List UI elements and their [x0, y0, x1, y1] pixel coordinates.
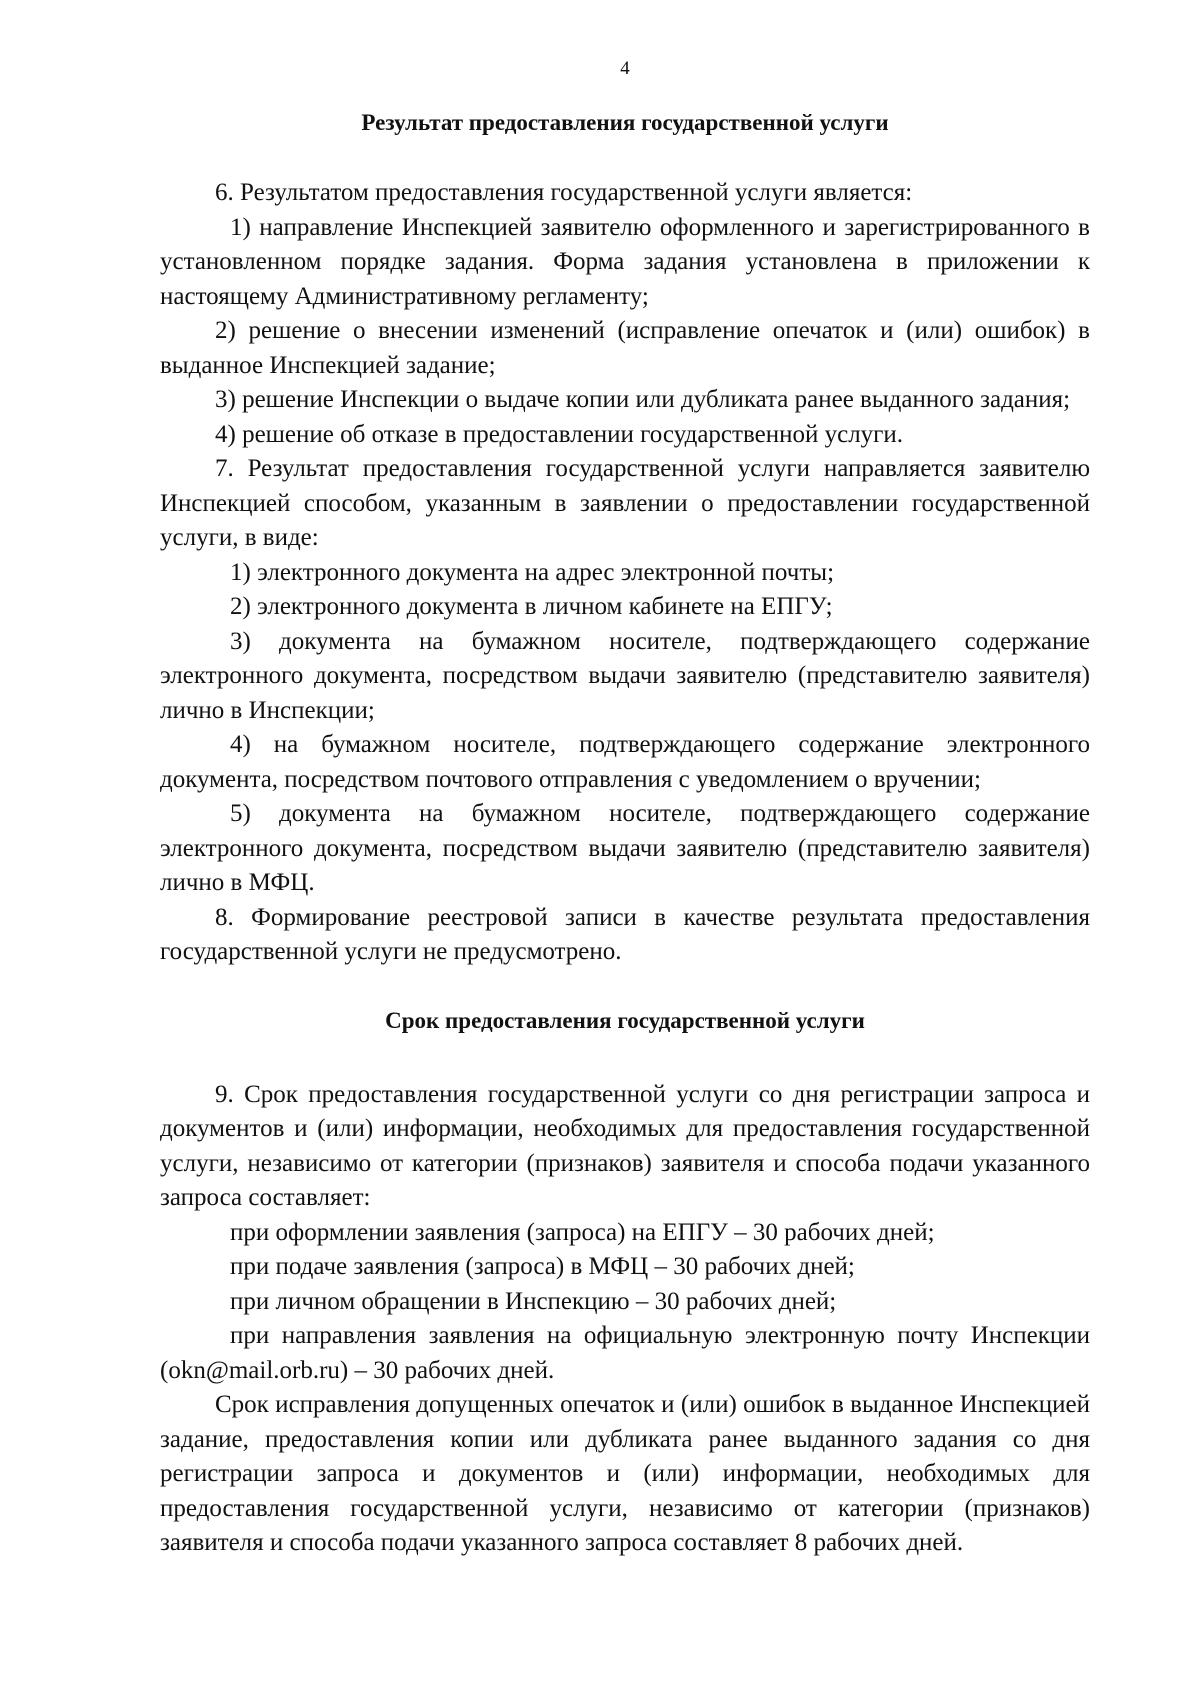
paragraph: 1) направление Инспекцией заявителю оформленного и зарегистрированного в установленном порядке задания. Форма задания установлена в приложении к настоящему Административному регламенту; [160, 213, 1090, 310]
paragraph: 2) решение о внесении изменений (исправление опечаток и (или) ошибок) в выданное Инспекцией задание; [160, 317, 1090, 379]
paragraph: при подаче заявления (запроса) в МФЦ – 30 рабочих дней; [230, 1253, 855, 1280]
paragraph: 3) решение Инспекции о выдаче копии или дубликата ранее выданного задания; [215, 386, 1071, 413]
paragraph: 6. Результатом предоставления государственной услуги является: [215, 179, 913, 206]
paragraph: 3) документа на бумажном носителе, подтверждающего содержание электронного документа, посредством выдачи заявителю (представителю заявителя) лично в Инспекции; [160, 627, 1090, 724]
paragraph: 4) на бумажном носителе, подтверждающего содержание электронного документа, посредством почтового отправления с уведомлением о вручении; [160, 731, 1090, 793]
paragraph: 9. Срок предоставления государственной услуги со дня регистрации запроса и документов и (или) информации, необходимых для предоставления государственной услуги, независимо от категории (признаков) заявителя и способа подачи указанного запроса составляет: [160, 1080, 1090, 1211]
paragraph: Срок исправления допущенных опечаток и (или) ошибок в выданное Инспекцией задание, предоставления копии или дубликата ранее выданного задания со дня регистрации запроса и документов и (или) информации, необходимых для предоставления государственной услуги, независимо от категории (признаков) заявителя и способа подачи указанного запроса составляет 8 рабочих дней. [160, 1391, 1090, 1556]
paragraph: 5) документа на бумажном носителе, подтверждающего содержание электронного документа, посредством выдачи заявителю (представителю заявителя) лично в МФЦ. [160, 800, 1090, 896]
paragraph: при направления заявления на официальную электронную почту Инспекции (okn@mail.orb.ru) – 30 рабочих дней. [160, 1322, 1090, 1384]
paragraph: 4) решение об отказе в предоставлении государственной услуги. [215, 420, 904, 448]
paragraph: при оформлении заявления (запроса) на ЕПГУ – 30 рабочих дней; [230, 1218, 935, 1246]
page-number: 4 [620, 58, 630, 79]
section-title-result: Результат предоставления государственной услуги [361, 110, 889, 135]
paragraph: 2) электронного документа в личном кабинете на ЕПГУ; [230, 593, 833, 620]
paragraph: 8. Формирование реестровой записи в качестве результата предоставления государственной услуги не предусмотрено. [160, 903, 1090, 965]
section-title-term: Срок предоставления государственной услуги [385, 1007, 865, 1033]
paragraph: 1) электронного документа на адрес электронной почты; [230, 558, 835, 586]
paragraph: при личном обращении в Инспекцию – 30 рабочих дней; [230, 1287, 837, 1315]
paragraph: 7. Результат предоставления государственной услуги направляется заявителю Инспекцией способом, указанным в заявлении о предоставлении государственной услуги, в виде: [160, 455, 1090, 551]
